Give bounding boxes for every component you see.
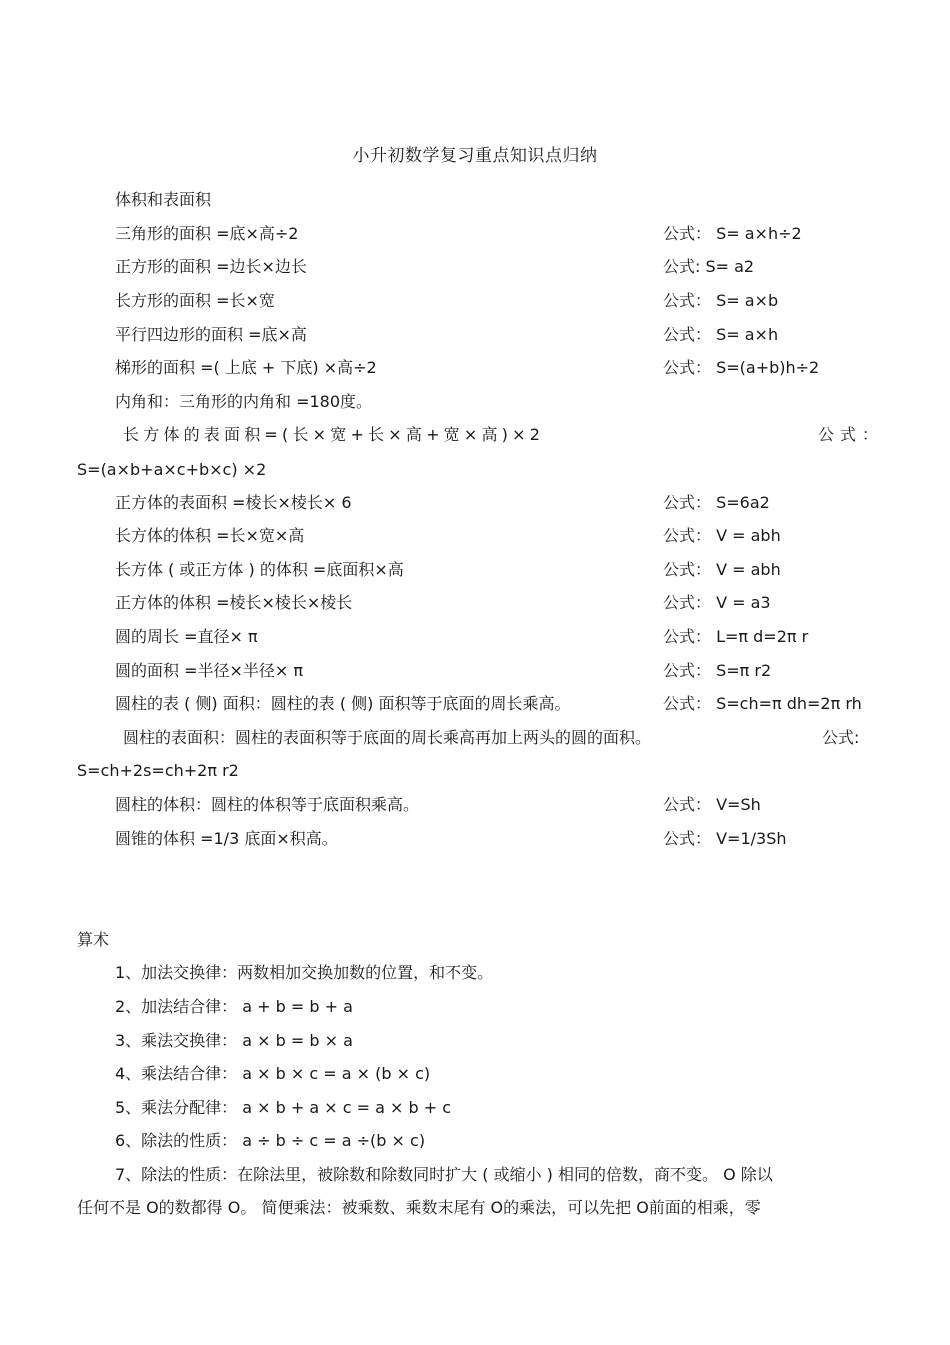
- formula-text: 圆的周长 =直径× π: [115, 627, 258, 646]
- formula-expression: 公式： V = a3: [663, 593, 771, 612]
- formula-expression: 公式: S= a2: [663, 257, 755, 276]
- list-item: 3、乘法交换律： a × b = b × a: [115, 1031, 353, 1050]
- formula-text: 正方形的面积 =边长×边长: [115, 257, 307, 276]
- formula-expression: 公式： S=6a2: [663, 493, 770, 512]
- formula-text: 内角和：三角形的内角和 =180度。: [115, 392, 373, 411]
- formula-expression: 公式： S= a×h: [663, 325, 779, 344]
- list-item: 6、除法的性质： a ÷ b ÷ c = a ÷(b × c): [115, 1131, 426, 1150]
- section-heading-volume-area: 体积和表面积: [115, 190, 212, 209]
- formula-text: 长方形的面积 =长×宽: [115, 291, 275, 310]
- formula-expression: 公式： V=Sh: [663, 795, 761, 814]
- cylinder-surface-formula: S=ch+2s=ch+2π r2: [77, 761, 239, 780]
- cuboid-surface-text: 长方体的表面积=(长×宽+长×高+宽×高)×2: [123, 425, 545, 444]
- formula-text: 三角形的面积 =底×高÷2: [115, 224, 299, 243]
- formula-expression: 公式： S= a×h÷2: [663, 224, 802, 243]
- section-heading-arithmetic: 算术: [77, 930, 110, 949]
- formula-expression: 公式： S=(a+b)h÷2: [663, 358, 820, 377]
- formula-expression: 公式： S= a×b: [663, 291, 779, 310]
- formula-text: 圆柱的体积：圆柱的体积等于底面积乘高。: [115, 795, 420, 814]
- formula-text: 圆的面积 =半径×半径× π: [115, 661, 304, 680]
- formula-text: 圆柱的表 ( 侧) 面积：圆柱的表 ( 侧) 面积等于底面的周长乘高。: [115, 694, 571, 713]
- formula-text: 长方体的体积 =长×宽×高: [115, 526, 305, 545]
- cylinder-surface-text: 圆柱的表面积：圆柱的表面积等于底面的周长乘高再加上两头的圆的面积。: [123, 728, 652, 747]
- list-item-7-line2: 任何不是 O的数都得 O。 简便乘法：被乘数、乘数末尾有 O的乘法，可以先把 O前面的相乘，零: [77, 1198, 761, 1217]
- list-item: 2、加法结合律： a + b = b + a: [115, 997, 353, 1016]
- cuboid-surface-formula-label: 公式：: [818, 425, 885, 444]
- formula-text: 正方体的体积 =棱长×棱长×棱长: [115, 593, 353, 612]
- formula-expression: 公式： V = abh: [663, 526, 781, 545]
- page-title: 小升初数学复习重点知识点归纳: [352, 146, 598, 166]
- formula-expression: 公式： S=π r2: [663, 661, 772, 680]
- formula-text: 平行四边形的面积 =底×高: [115, 325, 307, 344]
- formula-text: 正方体的表面积 =棱长×棱长× 6: [115, 493, 352, 512]
- list-item-7-line1: 7、除法的性质：在除法里，被除数和除数同时扩大 ( 或缩小 ) 相同的倍数，商不变。 O 除以: [115, 1165, 773, 1184]
- formula-expression: 公式： V = abh: [663, 560, 781, 579]
- formula-text: 长方体 ( 或正方体 ) 的体积 =底面积×高: [115, 560, 404, 579]
- list-item: 4、乘法结合律： a × b × c = a × (b × c): [115, 1064, 431, 1083]
- formula-expression: 公式： L=π d=2π r: [663, 627, 809, 646]
- cylinder-surface-formula-label: 公式:: [822, 728, 860, 747]
- list-item: 1、加法交换律：两数相加交换加数的位置，和不变。: [115, 963, 494, 982]
- cuboid-surface-formula: S=(a×b+a×c+b×c) ×2: [77, 460, 267, 479]
- formula-text: 圆锥的体积 =1/3 底面×积高。: [115, 829, 338, 848]
- list-item: 5、乘法分配律： a × b + a × c = a × b + c: [115, 1098, 452, 1117]
- formula-expression: 公式： V=1/3Sh: [663, 829, 787, 848]
- formula-expression: 公式： S=ch=π dh=2π rh: [663, 694, 862, 713]
- formula-text: 梯形的面积 =( 上底 + 下底) ×高÷2: [115, 358, 377, 377]
